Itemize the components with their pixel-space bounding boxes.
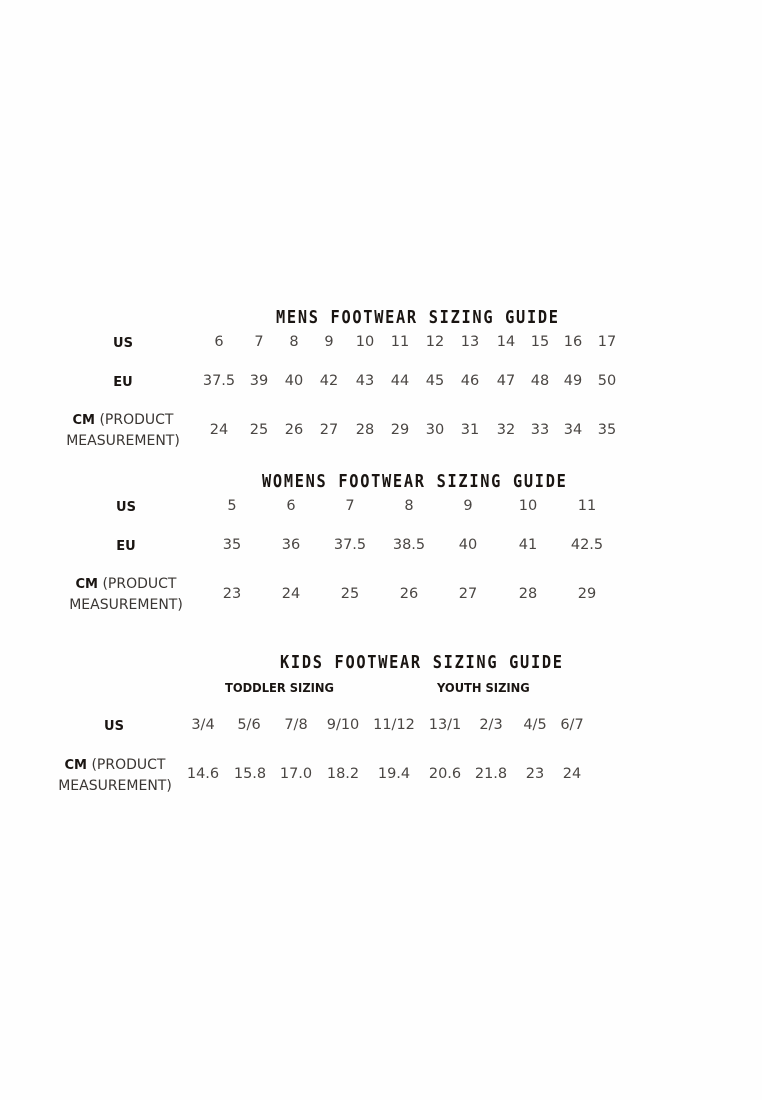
mens-eu-cell: 47 (496, 373, 516, 389)
kids-cm-cell: 20.6 (428, 766, 462, 782)
womens-cm-label-line2: MEASUREMENT) (69, 597, 183, 613)
womens-eu-cell: 37.5 (333, 537, 367, 553)
kids-us-cell: 4/5 (523, 717, 547, 733)
womens-cm-label-bold: CM (75, 577, 98, 592)
mens-cm-cell: 33 (530, 422, 550, 438)
womens-cm-cell: 24 (281, 586, 301, 602)
kids-cm-cell: 24 (562, 766, 582, 782)
mens-eu-cell: 40 (284, 373, 304, 389)
kids-us-cell: 13/1 (428, 717, 462, 733)
womens-us-cell: 6 (286, 498, 296, 514)
womens-cm-cell: 27 (458, 586, 478, 602)
mens-eu-cell: 48 (530, 373, 550, 389)
mens-eu-label (103, 372, 143, 393)
mens-cm-cell: 31 (460, 422, 480, 438)
mens-cm-cell: 30 (425, 422, 445, 438)
mens-cm-cell: 28 (355, 422, 375, 438)
mens-eu-cell: 44 (390, 373, 410, 389)
mens-eu-cell: 42 (319, 373, 339, 389)
mens-cm-cell: 34 (563, 422, 583, 438)
mens-eu-label-text: EU (113, 375, 133, 390)
kids-us-cell: 6/7 (560, 717, 584, 733)
mens-cm-cell: 27 (319, 422, 339, 438)
mens-cm-cell: 24 (209, 422, 229, 438)
mens-us-cell: 13 (460, 334, 480, 350)
womens-us-cell: 10 (518, 498, 538, 514)
kids-us-label-text: US (104, 719, 124, 734)
womens-us-cell: 11 (577, 498, 597, 514)
mens-us-cell: 9 (324, 334, 334, 350)
womens-cm-cell: 26 (399, 586, 419, 602)
mens-us-cell: 17 (597, 334, 617, 350)
mens-cm-label-rest: (PRODUCT (95, 412, 174, 428)
womens-us-cell: 7 (345, 498, 355, 514)
mens-us-cell: 14 (496, 334, 516, 350)
kids-cm-label-line2: MEASUREMENT) (58, 778, 172, 794)
mens-us-cell: 6 (214, 334, 224, 350)
mens-cm-cell: 35 (597, 422, 617, 438)
womens-cm-cell: 28 (518, 586, 538, 602)
mens-eu-cell: 50 (597, 373, 617, 389)
womens-eu-label-text: EU (116, 539, 136, 554)
kids-cm-cell: 15.8 (233, 766, 267, 782)
kids-cm-cell: 21.8 (474, 766, 508, 782)
womens-us-label-text: US (116, 500, 136, 515)
kids-youth-label: YOUTH SIZING (437, 680, 530, 695)
kids-cm-label-rest: (PRODUCT (87, 757, 166, 773)
womens-cm-cell: 25 (340, 586, 360, 602)
mens-us-cell: 12 (425, 334, 445, 350)
kids-title: KIDS FOOTWEAR SIZING GUIDE (280, 652, 564, 673)
mens-us-cell: 10 (355, 334, 375, 350)
womens-eu-label (106, 536, 146, 557)
kids-us-cell: 7/8 (284, 717, 308, 733)
mens-eu-cell: 46 (460, 373, 480, 389)
womens-eu-cell: 40 (458, 537, 478, 553)
mens-us-label (103, 333, 143, 354)
womens-eu-cell: 38.5 (392, 537, 426, 553)
mens-cm-label (60, 410, 186, 452)
mens-us-cell: 7 (254, 334, 264, 350)
mens-us-cell: 8 (289, 334, 299, 350)
kids-cm-cell: 14.6 (186, 766, 220, 782)
womens-cm-cell: 29 (577, 586, 597, 602)
mens-cm-cell: 25 (249, 422, 269, 438)
kids-cm-cell: 19.4 (377, 766, 411, 782)
mens-eu-cell: 37.5 (202, 373, 236, 389)
kids-toddler-label: TODDLER SIZING (225, 680, 335, 695)
kids-us-cell: 2/3 (479, 717, 503, 733)
womens-eu-cell: 36 (281, 537, 301, 553)
kids-us-cell: 11/12 (373, 717, 415, 733)
mens-cm-cell: 32 (496, 422, 516, 438)
mens-us-label-text: US (113, 336, 133, 351)
mens-cm-label-line2: MEASUREMENT) (66, 433, 180, 449)
kids-cm-cell: 18.2 (326, 766, 360, 782)
kids-cm-cell: 17.0 (279, 766, 313, 782)
mens-eu-cell: 45 (425, 373, 445, 389)
womens-eu-cell: 35 (222, 537, 242, 553)
mens-us-cell: 15 (530, 334, 550, 350)
mens-eu-cell: 39 (249, 373, 269, 389)
womens-cm-label (63, 574, 189, 616)
mens-cm-label-bold: CM (72, 413, 95, 428)
womens-eu-cell: 41 (518, 537, 538, 553)
womens-title: WOMENS FOOTWEAR SIZING GUIDE (262, 471, 568, 492)
kids-us-cell: 9/10 (326, 717, 360, 733)
mens-eu-cell: 43 (355, 373, 375, 389)
mens-us-cell: 16 (563, 334, 583, 350)
kids-us-label (94, 716, 134, 737)
womens-us-cell: 5 (227, 498, 237, 514)
kids-us-cell: 5/6 (237, 717, 261, 733)
kids-cm-cell: 23 (525, 766, 545, 782)
kids-cm-label (52, 755, 178, 797)
womens-us-label (106, 497, 146, 518)
womens-eu-cell: 42.5 (570, 537, 604, 553)
kids-us-cell: 3/4 (191, 717, 215, 733)
mens-cm-cell: 26 (284, 422, 304, 438)
kids-cm-label-bold: CM (64, 758, 87, 773)
womens-us-cell: 9 (463, 498, 473, 514)
womens-cm-label-rest: (PRODUCT (98, 576, 177, 592)
mens-cm-cell: 29 (390, 422, 410, 438)
mens-title: MENS FOOTWEAR SIZING GUIDE (276, 307, 560, 328)
mens-us-cell: 11 (390, 334, 410, 350)
womens-us-cell: 8 (404, 498, 414, 514)
womens-cm-cell: 23 (222, 586, 242, 602)
mens-eu-cell: 49 (563, 373, 583, 389)
